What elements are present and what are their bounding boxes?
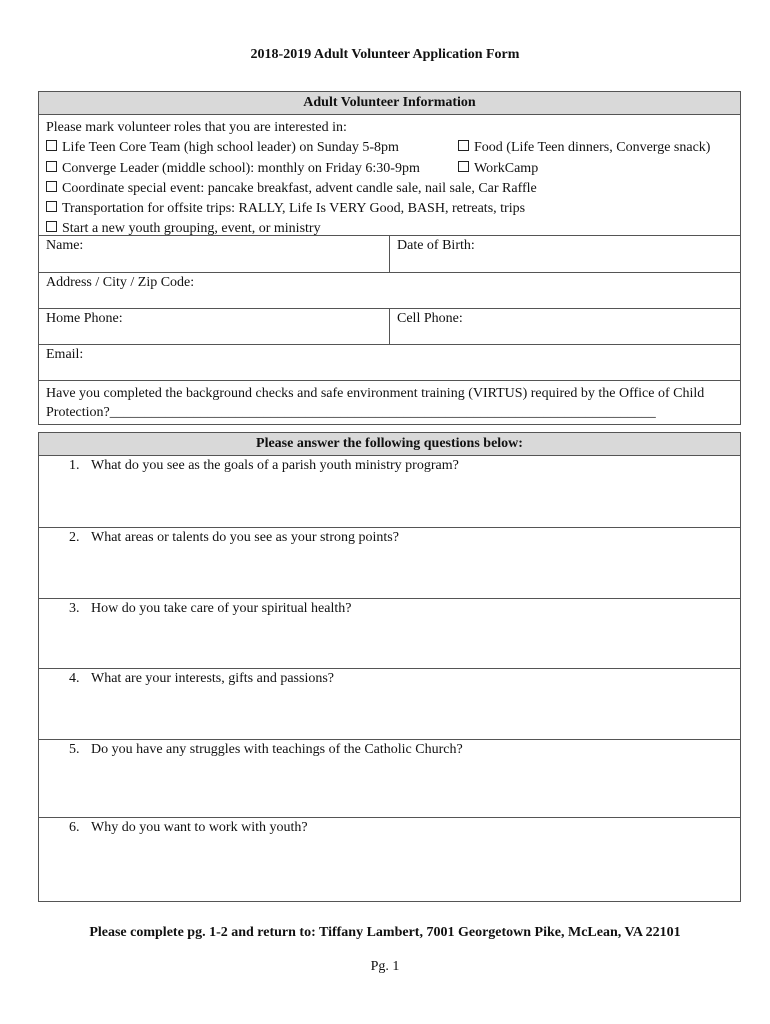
role-label: Transportation for offsite trips: RALLY, Life Is VERY Good, BASH, retreats, trips — [62, 201, 526, 217]
question-text: Do you have any struggles with teachings of the Catholic Church? — [91, 742, 463, 757]
role-label: Start a new youth grouping, event, or ministry — [62, 221, 321, 237]
question-number: 5. — [69, 742, 80, 757]
question-text: Why do you want to work with youth? — [91, 820, 308, 835]
role-checkbox-converge-leader[interactable] — [46, 161, 57, 172]
question-number: 2. — [69, 530, 80, 545]
question-number: 4. — [69, 671, 80, 686]
role-label: WorkCamp — [474, 160, 539, 176]
roles-prompt: Please mark volunteer roles that you are interested in: — [46, 120, 347, 135]
volunteer-info-section — [38, 91, 741, 425]
role-label: Food (Life Teen dinners, Converge snack) — [474, 140, 711, 156]
role-checkbox-food[interactable] — [458, 140, 469, 151]
email-field[interactable]: Email: — [46, 347, 84, 362]
section-header: Adult Volunteer Information — [39, 92, 740, 115]
background-check-row — [39, 380, 740, 424]
role-label: Coordinate special event: pancake breakfast, advent candle sale, nail sale, Car Raffle — [62, 180, 537, 196]
roles-list — [39, 115, 740, 240]
role-label: Life Teen Core Team (high school leader) on Sunday 5-8pm — [62, 140, 399, 156]
email-row — [39, 344, 740, 380]
question-5[interactable] — [39, 739, 740, 817]
question-text: What areas or talents do you see as your strong points? — [91, 530, 399, 545]
return-instructions: Please complete pg. 1-2 and return to: Tiffany Lambert, 7001 Georgetown Pike, McLean, VA 22101 — [89, 925, 681, 940]
background-check-question[interactable]: Have you completed the background checks and safe environment training (VIRTUS) required by the Office of Child Protection?______________________________________________________________________________ — [46, 386, 705, 420]
dob-field[interactable]: Date of Birth: — [397, 238, 475, 253]
question-text: What are your interests, gifts and passions? — [91, 671, 334, 686]
question-1[interactable] — [39, 456, 740, 527]
address-row — [39, 272, 740, 308]
question-number: 6. — [69, 820, 80, 835]
question-4[interactable] — [39, 668, 740, 739]
role-checkbox-core-team[interactable] — [46, 140, 57, 151]
phone-row — [39, 308, 740, 344]
question-number: 1. — [69, 458, 80, 473]
question-number: 3. — [69, 601, 80, 616]
question-text: What do you see as the goals of a parish youth ministry program? — [91, 458, 459, 473]
cell-phone-field[interactable]: Cell Phone: — [397, 311, 463, 326]
questions-section — [38, 432, 741, 902]
address-field[interactable]: Address / City / Zip Code: — [46, 275, 195, 290]
question-6[interactable] — [39, 817, 740, 901]
role-checkbox-workcamp[interactable] — [458, 161, 469, 172]
questions-header: Please answer the following questions below: — [39, 433, 740, 456]
role-label: Converge Leader (middle school): monthly on Friday 6:30-9pm — [62, 160, 420, 176]
question-text: How do you take care of your spiritual health? — [91, 601, 352, 616]
role-checkbox-special-event[interactable] — [46, 181, 57, 192]
page-number: Pg. 1 — [370, 959, 400, 974]
role-checkbox-transportation[interactable] — [46, 201, 57, 212]
question-2[interactable] — [39, 527, 740, 598]
role-checkbox-new-ministry[interactable] — [46, 221, 57, 232]
form-title: 2018-2019 Adult Volunteer Application Form — [250, 47, 520, 62]
question-3[interactable] — [39, 598, 740, 668]
name-dob-row — [39, 235, 740, 272]
home-phone-field[interactable]: Home Phone: — [46, 311, 123, 326]
name-field[interactable]: Name: — [46, 238, 84, 253]
